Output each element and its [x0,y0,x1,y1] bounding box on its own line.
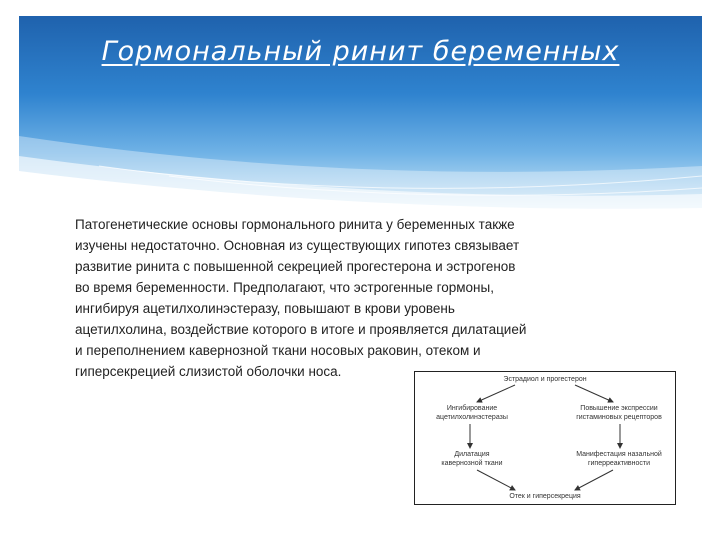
diagram-node-hormones: Эстрадиол и прогестерон [503,376,587,383]
diagram-arrows [415,372,675,504]
arrow-top-left [477,385,515,402]
diagram-node-hyperreactivity: Манифестация назальной гиперреактивности [576,451,662,467]
slide-title: Гормональный ринит беременных [101,36,620,67]
diagram-node-dilatation: Дилатация кавернозной ткани [441,451,503,467]
arrow-left-bottom [477,470,515,490]
arrow-right-bottom [575,470,613,490]
body-paragraph: Патогенетические основы гормонального ринита у беременных также изучены недостаточно. Основная из существующих гипотез связывает развитие ринита с повышенной секрецией прогестерона и эстрогенов во время беременности. Предполагают, что эстрогенные гормоны, ингибируя ацетилхолинэстеразу, повышают в крови уровень ацетилхолина, воздействие которого в итоге и проявляется дилатацией и переполнением кавернозной ткани носовых раковин, отеком и гиперсекрецией слизистой оболочки носа. [75,217,527,379]
diagram-node-edema: Отек и гиперсекреция [509,493,581,500]
diagram-node-acetylcholinesterase: Ингибирование ацетилхолинэстеразы [436,405,508,421]
arrow-top-right [575,385,613,402]
pathogenesis-diagram [414,371,676,505]
diagram-node-histamine-receptors: Повышение экспрессии гистаминовых рецепторов [576,405,662,421]
